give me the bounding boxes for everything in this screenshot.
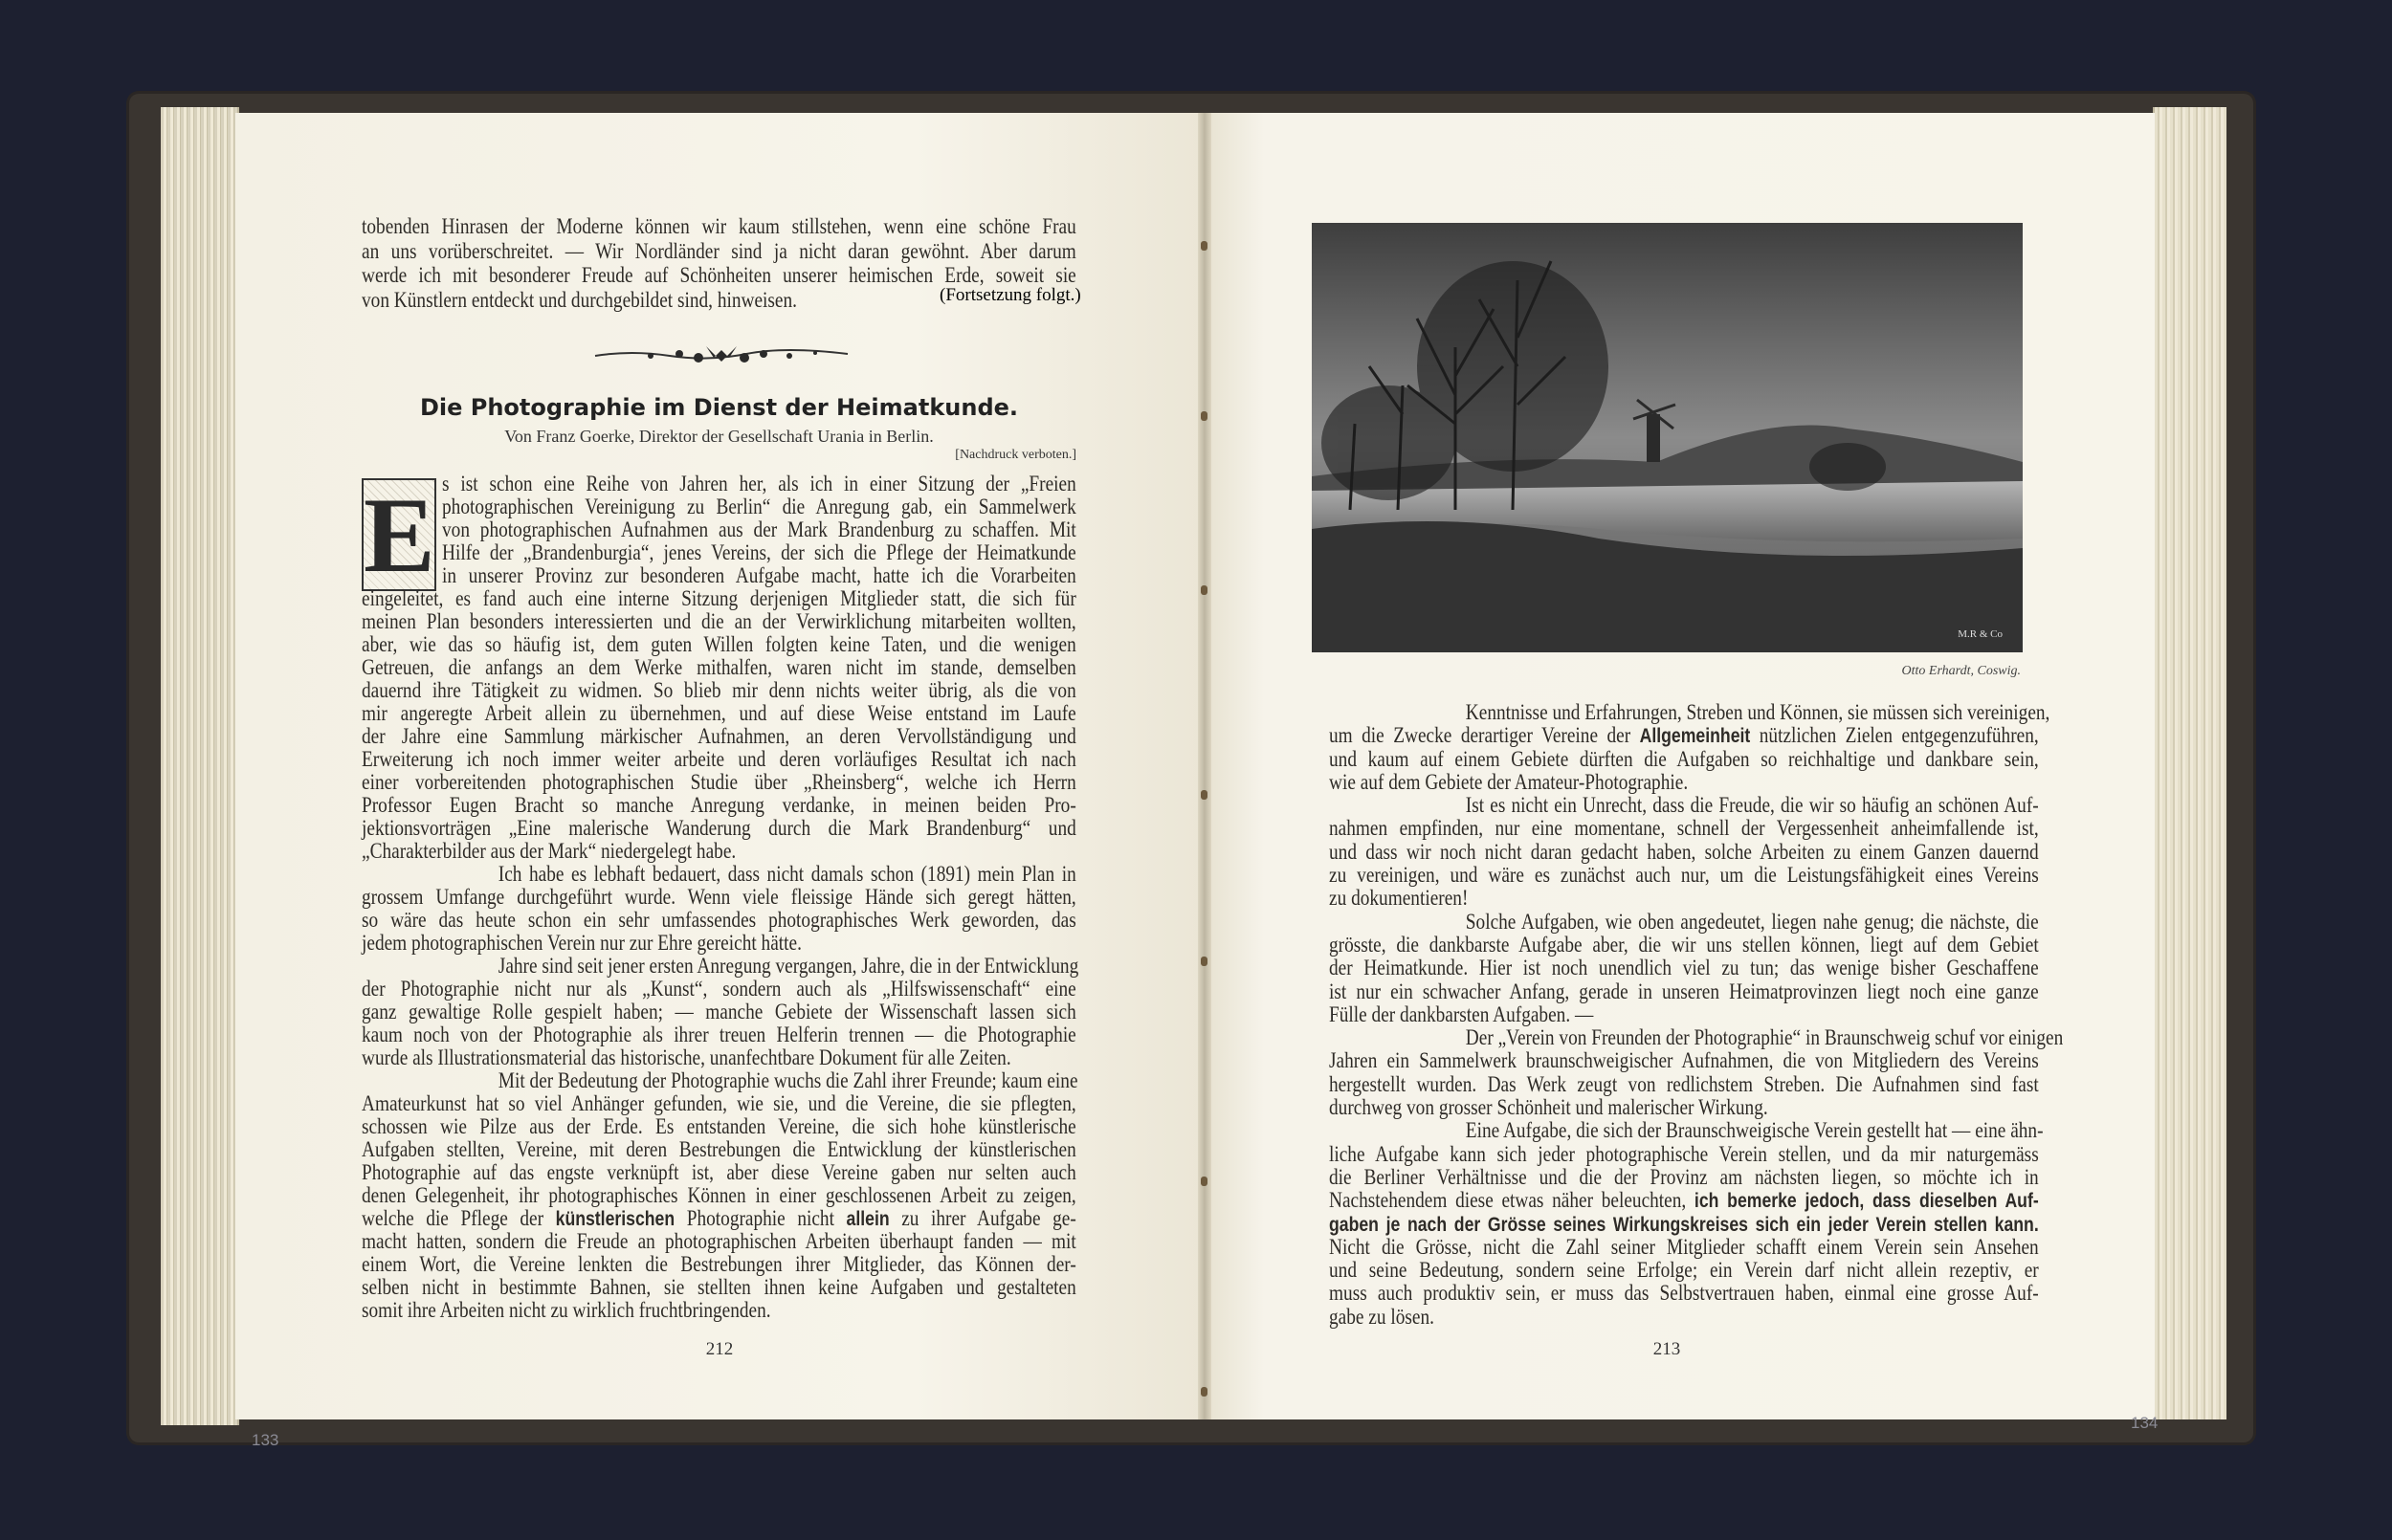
text-line: der Heimatkunde. Hier ist noch unendlich viel zu tun; das wenige bisher Geschaffene [1329, 956, 2039, 980]
text-line: Der „Verein von Freunden der Photographie“ in Braunschweig schuf vor einigen [1465, 1025, 2064, 1050]
text-line: Ich habe es lebhaft bedauert, dass nicht damals schon (1891) mein Plan in [498, 862, 1076, 886]
text-line: der Photographie nicht nur als „Kunst“, sondern auch als „Hilfswissenschaft“ eine [362, 977, 1076, 1001]
continued-note: (Fortsetzung folgt.) [940, 285, 1081, 305]
text-line: durchweg von grosser Schönheit und malerischer Wirkung. [1329, 1095, 1768, 1120]
text-line: aber, wie das so häufig ist, dem guten Willen folgten keine Taten, und die wenigen [362, 632, 1076, 656]
text-line: selben nicht in bestimmte Bahnen, sie stellten ihnen keine Aufgaben und gestalteten [362, 1275, 1076, 1299]
text-line: wie auf dem Gebiete der Amateur-Photographie. [1329, 769, 1689, 794]
text-line: „Charakterbilder aus der Mark“ niedergelegt habe. [362, 839, 737, 863]
text-line: von Künstlern entdeckt und durchgebildet sind, hinweisen. [362, 287, 798, 312]
text-line: Fülle der dankbarsten Aufgaben. — [1329, 1001, 1594, 1026]
text-line: macht hatten, sondern die Freude an photographischen Arbeiten überhaupt fanden — mit [362, 1229, 1076, 1253]
text-line: Aufgaben stellten, Vereine, mit deren Bestrebungen die Entwicklung der künstlerischen [362, 1137, 1076, 1161]
text-line: und dass wir noch nicht daran gedacht haben, solche Arbeiten zu einem Ganzen dauernd [1329, 839, 2039, 864]
book-gutter [1198, 113, 1211, 1419]
text-line: werde ich mit besonderer Freude auf Schönheiten unserer heimischen Erde, soweit sie [362, 263, 1076, 287]
ornament-divider [593, 341, 850, 369]
text-line: hergestellt wurden. Das Werk zeugt von redlichstem Streben. Die Aufnahmen sind fast [1329, 1071, 2039, 1096]
page-edges-right [2153, 107, 2226, 1419]
article-title: Die Photographie im Dienst der Heimatkunde. [419, 394, 1019, 421]
text-line: s ist schon eine Reihe von Jahren her, als ich in einer Sitzung der „Freien [442, 472, 1076, 495]
text-line: grösste, die dankbarste Aufgabe aber, die wir uns stellen können, liegt auf dem Gebiet [1329, 932, 2039, 957]
text-line: tobenden Hinrasen der Moderne können wir kaum stillstehen, wenn eine schöne Frau [362, 214, 1076, 238]
text-line: der Jahre eine Sammlung märkischer Aufnahmen, an deren Vervollständigung und [362, 724, 1076, 748]
copyright-note: [Nachdruck verboten.] [955, 448, 1076, 462]
binding-stitch [1201, 411, 1207, 421]
text-line: und seine Bedeutung, sondern seine Erfolge; ein Verein darf nicht allein rezeptiv, er [1329, 1258, 2039, 1283]
pencil-number-left: 133 [252, 1431, 279, 1449]
left-body-text [362, 472, 1079, 1322]
text-line: schossen wie Pilze aus der Erde. Es entstanden Vereine, die sich hohe künstlerische [362, 1114, 1076, 1138]
page-number-right: 213 [1652, 1339, 1681, 1359]
text-line: Getreuen, die anfangs an dem Werke mithalfen, waren nicht im stande, demselben [362, 655, 1076, 679]
text-line: muss auch produktiv sein, er muss das Selbstvertrauen haben, einmal eine grosse Auf- [1329, 1281, 2039, 1306]
text-line: Ist es nicht ein Unrecht, dass die Freude, die wir so häufig an schönen Auf- [1465, 793, 2039, 818]
text-line: Mit der Bedeutung der Photographie wuchs die Zahl ihrer Freunde; kaum eine [498, 1068, 1078, 1092]
text-line: ganz gewaltige Rolle gespielt haben; — manche Gebiete der Wissenschaft lassen sich [362, 1000, 1076, 1023]
binding-stitch [1201, 1387, 1207, 1397]
text-line: Nicht die Grösse, nicht die Zahl seiner Mitglieder schafft einem Verein sein Ansehen [1329, 1234, 2039, 1259]
right-body-text [1329, 700, 2064, 1329]
text-line: die Berliner Verhältnisse und die der Provinz am nächsten liegen, so möchte ich in [1329, 1164, 2039, 1189]
text-line: einem Wort, die Vereine lenkten die Bestrebungen ihrer Mitglieder, das Können der- [362, 1252, 1076, 1276]
text-line: mir angeregte Arbeit allein zu übernehmen, und auf diese Weise entstand im Laufe [362, 701, 1076, 725]
text-line: Jahren ein Sammelwerk braunschweigischer Aufnahmen, die von Mitgliedern des Vereins [1329, 1048, 2039, 1073]
text-line: ist nur ein schwacher Anfang, gerade in unseren Heimatprovinzen liegt noch eine ganze [1329, 979, 2039, 1003]
text-line: Kenntnisse und Erfahrungen, Streben und Können, sie müssen sich vereinigen, [1465, 700, 2050, 724]
drop-cap: E [364, 476, 435, 595]
text-line: so wäre das heute schon ein sehr umfassendes photographisches Werk geworden, das [362, 908, 1076, 932]
text-line: denen Gelegenheit, ihr photographisches Können in einer geschlossenen Arbeit zu zeigen, [362, 1183, 1076, 1207]
binding-stitch [1201, 1177, 1207, 1186]
text-line: gabe zu lösen. [1329, 1304, 1434, 1329]
text-line: Professor Eugen Bracht so manche Anregung verdanke, in meinen beiden Pro- [362, 793, 1076, 817]
text-line: meinen Plan besonders interessierten und die an der Verwirklichung mitarbeiten wollten, [362, 609, 1076, 633]
binding-stitch [1201, 790, 1207, 800]
text-line: kaum noch von der Photographie als ihrer treuen Helferin trennen — die Photographie [362, 1023, 1076, 1046]
page-number-left: 212 [705, 1339, 734, 1359]
text-line: jedem photographischen Verein nur zur Ehre gereicht hätte. [362, 931, 802, 955]
text-line: photographischen Vereinigung zu Berlin“ die Anregung gab, ein Sammelwerk [442, 495, 1076, 518]
photo-caption: Otto Erhardt, Coswig. [1901, 664, 2021, 678]
landscape-photograph [1312, 223, 2023, 652]
binding-stitch [1201, 585, 1207, 595]
text-line: somit ihre Arbeiten nicht zu wirklich fruchtbringenden. [362, 1298, 771, 1322]
text-line: dauernd ihre Tätigkeit zu widmen. So blieb mir denn nichts weiter übrig, als die von [362, 678, 1076, 702]
binding-stitch [1201, 241, 1207, 251]
text-line: und kaum auf einem Gebiete dürften die Aufgaben so reichhaltige und dankbare sein, [1329, 746, 2039, 771]
text-line: Erweiterung ich noch immer weiter arbeite und deren vorläufiges Resultat ich nach [362, 747, 1076, 771]
text-line: zu vereinigen, und wäre es zunächst auch nur, um die Leistungsfähigkeit eines Vereins [1329, 863, 2039, 888]
text-line: nahmen empfinden, nur eine momentane, schnell der Vergessenheit anheimfallende ist, [1329, 816, 2039, 841]
page-edges-left [161, 107, 239, 1425]
text-line: Jahre sind seit jener ersten Anregung vergangen, Jahre, die in der Entwicklung [498, 954, 1079, 978]
text-line: jektionsvorträgen „Eine malerische Wanderung durch die Mark Brandenburg“ und [362, 816, 1076, 840]
text-line: liche Aufgabe kann sich jeder photographische Verein stellen, und da mir naturgemäss [1329, 1141, 2039, 1166]
article-byline: Von Franz Goerke, Direktor der Gesellschaft Urania in Berlin. [504, 427, 934, 446]
text-line: in unserer Provinz zur besonderen Aufgabe macht, hatte ich die Vorarbeiten [442, 563, 1076, 587]
text-line: eingeleitet, es fand auch eine interne Sitzung derjenigen Mitglieder statt, die sich für [362, 586, 1076, 610]
text-line: zu dokumentieren! [1329, 886, 1469, 911]
text-line: um die Zwecke derartiger Vereine der Allgemeinheit nützlichen Zielen entgegenzuführen, [1329, 723, 2039, 748]
text-line: gaben je nach der Grösse seines Wirkungskreises sich ein jeder Verein stellen kann. [1329, 1213, 2039, 1236]
text-line: Photographie auf das engste verknüpft ist, aber diese Vereine gaben nur selten auch [362, 1160, 1076, 1184]
text-line: Solche Aufgaben, wie oben angedeutet, liegen nahe genug; die nächste, die [1465, 909, 2039, 934]
text-line: Hilfe der „Brandenburgia“, jenes Vereins, der sich die Pflege der Heimatkunde [442, 540, 1076, 564]
text-line: an uns vorüberschreitet. — Wir Nordländer sind ja nicht daran gewöhnt. Aber darum [362, 238, 1076, 263]
text-line: Amateurkunst hat so viel Anhänger gefunden, wie sie, und die Vereine, die sie pflegten, [362, 1091, 1076, 1115]
pencil-number-right: 134 [2131, 1414, 2159, 1432]
photo-monogram: M.R & Co [1958, 628, 2003, 640]
text-line: grossem Umfange durchgeführt wurde. Wenn viele fleissige Hände sich geregt hätten, [362, 885, 1076, 909]
text-line: wurde als Illustrationsmaterial das historische, unanfechtbare Dokument für alle Zeiten. [362, 1045, 1011, 1069]
text-line: welche die Pflege der künstlerischen Photographie nicht allein zu ihrer Aufgabe ge- [362, 1206, 1076, 1230]
binding-stitch [1201, 957, 1207, 966]
text-line: Eine Aufgabe, die sich der Braunschweigische Verein gestellt hat — eine ähn- [1465, 1118, 2044, 1143]
text-line: von photographischen Aufnahmen aus der Mark Brandenburg zu schaffen. Mit [442, 517, 1076, 541]
text-line: Nachstehendem diese etwas näher beleuchten, ich bemerke jedoch, dass dieselben Auf- [1329, 1188, 2039, 1213]
text-line: einer vorbereitenden photographischen Studie über „Rheinsberg“, welche ich Herrn [362, 770, 1076, 794]
